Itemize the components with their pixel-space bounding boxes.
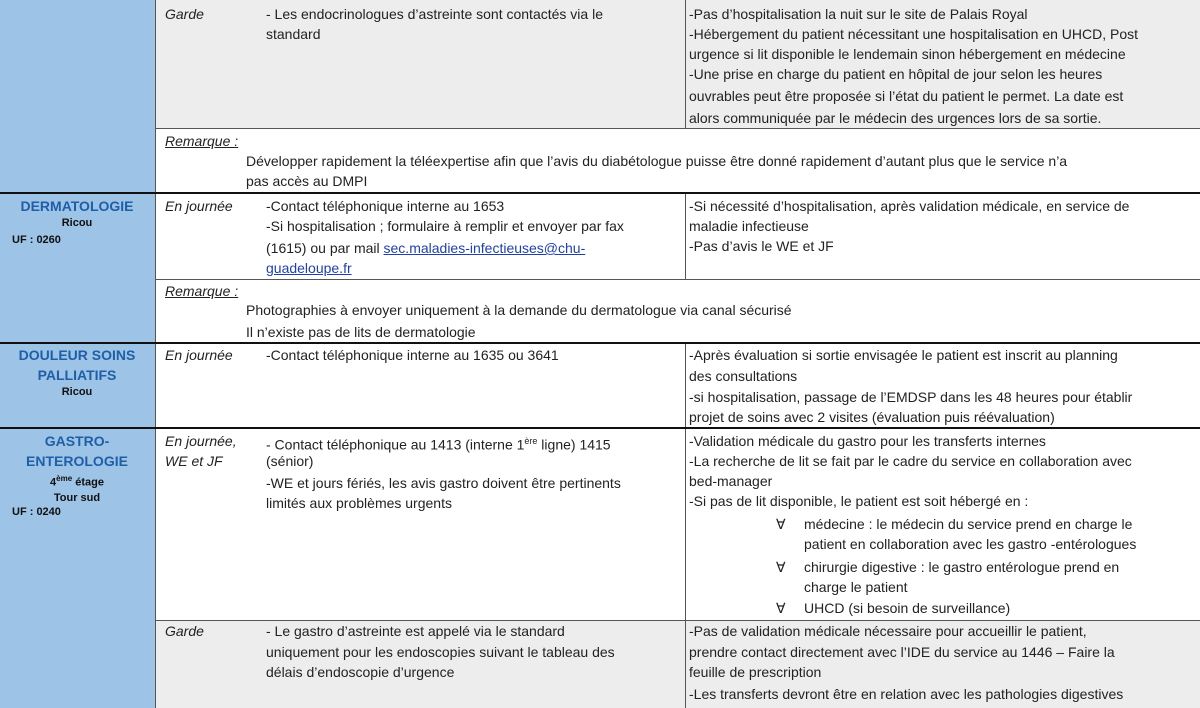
bullet-icon — [220, 322, 230, 342]
orientation-line: -Si nécessité d’hospitalisation, après validation médicale, en service de — [689, 198, 1130, 214]
orientation-line: ouvrables peut être proposée si l’état du patient le permet. La date est — [689, 88, 1124, 104]
orientation-line: -Pas de validation médicale nécessaire pour accueillir le patient, — [689, 623, 1087, 639]
mode-label: Garde — [165, 623, 204, 639]
orientation-line: -Une prise en charge du patient en hôpital de jour selon les heures — [689, 66, 1103, 82]
contact-line: -WE et jours fériés, les avis gastro doivent être pertinents — [266, 475, 621, 491]
orientation-line: -Si pas de lit disponible, le patient est soit hébergé en : — [689, 493, 1029, 509]
contact-line: - Contact téléphonique au 1413 (interne 1ère ligne) 1415 — [266, 436, 611, 453]
dept-site: Tour sud — [53, 491, 101, 504]
remark-line: Développer rapidement la téléexpertise afin que l’avis du diabétologue puisse être donné rapidement d’autant plus que le service n’a — [246, 153, 1068, 169]
option-line: chirurgie digestive : le gastro entérologue prend en — [804, 559, 1120, 575]
contact-line: - Le gastro d’astreinte est appelé via le standard — [266, 623, 565, 639]
orientation-line: prendre contact directement avec l’IDE du service au 1446 – Faire la — [689, 644, 1115, 660]
orientation-line: maladie infectieuse — [689, 218, 809, 234]
dept-site: Ricou — [61, 386, 93, 398]
email-link[interactable]: sec.maladies-infectieuses@chu- — [383, 240, 586, 256]
bullet-icon — [220, 300, 230, 320]
contact-line: -Contact téléphonique interne au 1635 ou 3641 — [266, 347, 559, 363]
contact-line: limités aux problèmes urgents — [266, 495, 452, 511]
mode-label: En journée, — [165, 433, 237, 449]
column-divider — [685, 193, 686, 279]
contact-line: standard — [266, 26, 321, 42]
mode-label: WE et JF — [165, 453, 223, 469]
contact-line: - Les endocrinologues d’astreinte sont contactés via le — [266, 6, 603, 22]
mode-label: En journée — [165, 198, 233, 214]
remark-line: Photographies à envoyer uniquement à la demande du dermatologue via canal sécurisé — [246, 302, 792, 318]
section-divider — [0, 192, 1200, 194]
orientation-line: -Hébergement du patient nécessitant une hospitalisation en UHCD, Post — [689, 26, 1139, 42]
column-divider — [155, 0, 156, 708]
dept-name: DERMATOLOGIE — [20, 198, 134, 214]
remark-line: Il n’existe pas de lits de dermatologie — [246, 324, 476, 340]
mode-label: Garde — [165, 6, 204, 22]
section-divider — [0, 342, 1200, 344]
row-divider — [155, 279, 1200, 280]
forall-icon: ∀ — [776, 559, 786, 575]
dept-douleur — [2, 345, 152, 400]
orientation-line: feuille de prescription — [689, 664, 822, 680]
orientation-line: bed-manager — [689, 473, 773, 489]
dept-floor: 4ème étage — [50, 474, 104, 489]
dept-gastro — [2, 431, 152, 506]
forall-icon: ∀ — [776, 516, 786, 532]
column-divider — [685, 343, 686, 428]
column-divider — [685, 0, 686, 128]
orientation-line: -Validation médicale du gastro pour les transferts internes — [689, 433, 1046, 449]
dept-dermatologie — [2, 196, 152, 231]
contact-line: -Contact téléphonique interne au 1653 — [266, 198, 505, 214]
contact-line: (1615) ou par mail sec.maladies-infectieuses@chu- — [266, 240, 586, 256]
remark-label: Remarque : — [165, 283, 239, 299]
orientation-line: projet de soins avec 2 visites (évaluation puis réévaluation) — [689, 409, 1055, 425]
contact-line: délais d’endoscopie d’urgence — [266, 664, 455, 680]
contact-line: (sénior) — [266, 453, 314, 469]
orientation-line: -Pas d’hospitalisation la nuit sur le site de Palais Royal — [689, 6, 1028, 22]
bullet-icon — [220, 151, 230, 171]
option-line: médecine : le médecin du service prend en charge le — [804, 516, 1133, 532]
orientation-line: des consultations — [689, 368, 798, 384]
option-line: patient en collaboration avec les gastro -entérologues — [804, 536, 1137, 552]
dept-name: DOULEUR SOINS — [18, 347, 136, 363]
remark-line: pas accès au DMPI — [246, 173, 368, 189]
option-line: UHCD (si besoin de surveillance) — [804, 600, 1011, 616]
forall-icon: ∀ — [776, 600, 786, 616]
mode-label: En journée — [165, 347, 233, 363]
orientation-line: -Après évaluation si sortie envisagée le patient est inscrit au planning — [689, 347, 1118, 363]
dept-site: Ricou — [61, 217, 93, 229]
column-divider — [685, 428, 686, 708]
orientation-line: -La recherche de lit se fait par le cadre du service en collaboration avec — [689, 453, 1132, 469]
orientation-line: urgence si lit disponible le lendemain sinon hébergement en médecine — [689, 46, 1126, 62]
uf-code: UF : 0240 — [12, 506, 61, 518]
contact-line: uniquement pour les endoscopies suivant le tableau des — [266, 644, 615, 660]
dept-name: ENTEROLOGIE — [26, 453, 128, 469]
dept-name: PALLIATIFS — [37, 367, 117, 383]
uf-code: UF : 0260 — [12, 234, 61, 246]
orientation-line: alors communiquée par le médecin des urgences lors de sa sortie. — [689, 110, 1102, 126]
email-link[interactable]: guadeloupe.fr — [266, 260, 352, 276]
row-divider — [155, 128, 1200, 129]
orientation-line: -si hospitalisation, passage de l’EMDSP dans les 48 heures pour établir — [689, 389, 1133, 405]
orientation-line: -Pas d’avis le WE et JF — [689, 238, 834, 254]
contact-line: -Si hospitalisation ; formulaire à remplir et envoyer par fax — [266, 218, 624, 234]
section-divider — [0, 427, 1200, 429]
option-line: charge le patient — [804, 579, 908, 595]
remark-label: Remarque : — [165, 133, 239, 149]
dept-name: GASTRO- — [44, 433, 110, 449]
orientation-line: -Les transferts devront être en relation avec les pathologies digestives — [689, 686, 1124, 702]
